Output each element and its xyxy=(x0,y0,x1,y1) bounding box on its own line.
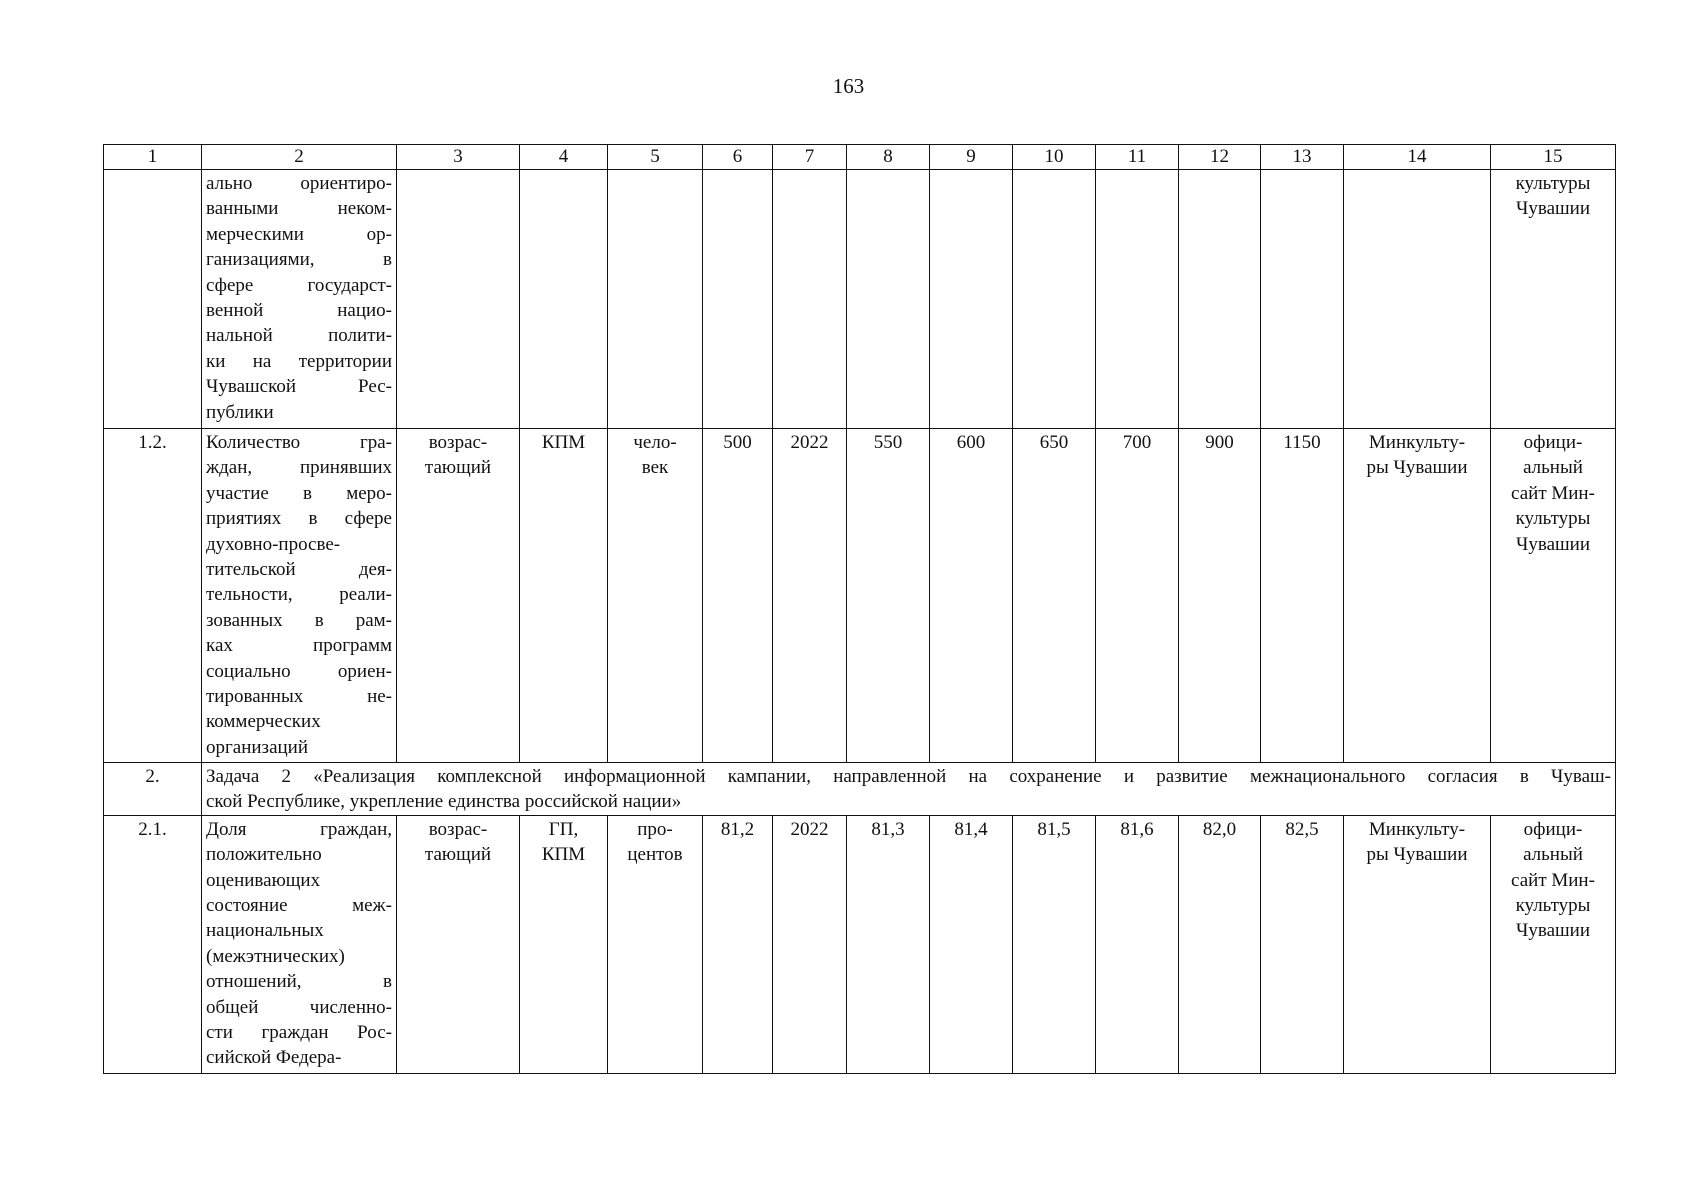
column-header: 8 xyxy=(847,145,930,170)
value-cell: 550 xyxy=(847,429,930,763)
source-cell: офици- альный сайт Мин- культуры Чувашии xyxy=(1491,815,1616,1073)
task-number: 2. xyxy=(104,763,202,816)
column-header: 7 xyxy=(773,145,847,170)
column-header: 1 xyxy=(104,145,202,170)
value-cell: 81,3 xyxy=(847,815,930,1073)
task-description: Задача 2 «Реализация комплексной информационной кампании, направленной на сохранение и развитие межнационального согласия в Чуваш- ской Республике, укрепление единства российской нации» xyxy=(206,766,1611,813)
base-value-cell: 81,2 xyxy=(703,815,773,1073)
indicator-number: 1.2. xyxy=(104,429,202,763)
table-row-indicator-2-1 xyxy=(104,815,1616,1073)
value-cell: 81,4 xyxy=(930,815,1013,1073)
trend-cell: возрас- тающий xyxy=(397,429,520,763)
table-row-task-2 xyxy=(104,763,1616,816)
source-type-cell: КПМ xyxy=(520,429,608,763)
indicator-name-cell xyxy=(202,170,397,429)
value-cell: 1150 xyxy=(1261,429,1344,763)
indicator-name-cell xyxy=(202,429,397,763)
column-header: 15 xyxy=(1491,145,1616,170)
source-cell: офици- альный сайт Мин- культуры Чувашии xyxy=(1491,429,1616,763)
source-cell: культуры Чувашии xyxy=(1491,170,1616,429)
column-header: 11 xyxy=(1096,145,1179,170)
column-header: 13 xyxy=(1261,145,1344,170)
responsible-cell: Минкульту- ры Чувашии xyxy=(1344,815,1491,1073)
trend-cell: возрас- тающий xyxy=(397,815,520,1073)
table-header-row xyxy=(104,145,1616,170)
indicator-name: Количество гра- ждан, принявших участие в меро- приятиях в сфере духовно-просве- тительской дея- тельности, реали- зованных в рам- ках программ социально ориен- тированных не- коммерческих организаций xyxy=(206,432,392,758)
column-header: 9 xyxy=(930,145,1013,170)
indicators-table xyxy=(103,144,1616,1074)
value-cell: 82,5 xyxy=(1261,815,1344,1073)
column-header: 4 xyxy=(520,145,608,170)
column-header: 5 xyxy=(608,145,703,170)
value-cell: 900 xyxy=(1179,429,1261,763)
table-row-continuation xyxy=(104,170,1616,429)
unit-cell: про- центов xyxy=(608,815,703,1073)
value-cell: 82,0 xyxy=(1179,815,1261,1073)
value-cell: 600 xyxy=(930,429,1013,763)
value-cell: 700 xyxy=(1096,429,1179,763)
column-header: 12 xyxy=(1179,145,1261,170)
indicator-name-cell xyxy=(202,815,397,1073)
page-number: 163 xyxy=(832,74,865,98)
column-header: 3 xyxy=(397,145,520,170)
base-year-cell: 2022 xyxy=(773,815,847,1073)
value-cell: 650 xyxy=(1013,429,1096,763)
task-description-cell xyxy=(202,763,1616,816)
indicator-name: ально ориентиро- ванными неком- мерческими ор- ганизациями, в сфере государст- венной нацио- нальной полити- ки на территории Чувашской Рес- публики xyxy=(206,173,392,423)
value-cell: 81,5 xyxy=(1013,815,1096,1073)
value-cell: 81,6 xyxy=(1096,815,1179,1073)
column-header: 10 xyxy=(1013,145,1096,170)
base-year-cell: 2022 xyxy=(773,429,847,763)
column-header: 6 xyxy=(703,145,773,170)
indicator-name: Доля граждан, положительно оценивающих состояние меж- национальных (межэтнических) отношений, в общей численно- сти граждан Рос- сийской Федера- xyxy=(206,818,392,1069)
column-header: 14 xyxy=(1344,145,1491,170)
indicator-number: 2.1. xyxy=(104,815,202,1073)
responsible-cell: Минкульту- ры Чувашии xyxy=(1344,429,1491,763)
table-row-indicator-1-2 xyxy=(104,429,1616,763)
unit-cell: чело- век xyxy=(608,429,703,763)
base-value-cell: 500 xyxy=(703,429,773,763)
source-type-cell: ГП, КПМ xyxy=(520,815,608,1073)
column-header: 2 xyxy=(202,145,397,170)
